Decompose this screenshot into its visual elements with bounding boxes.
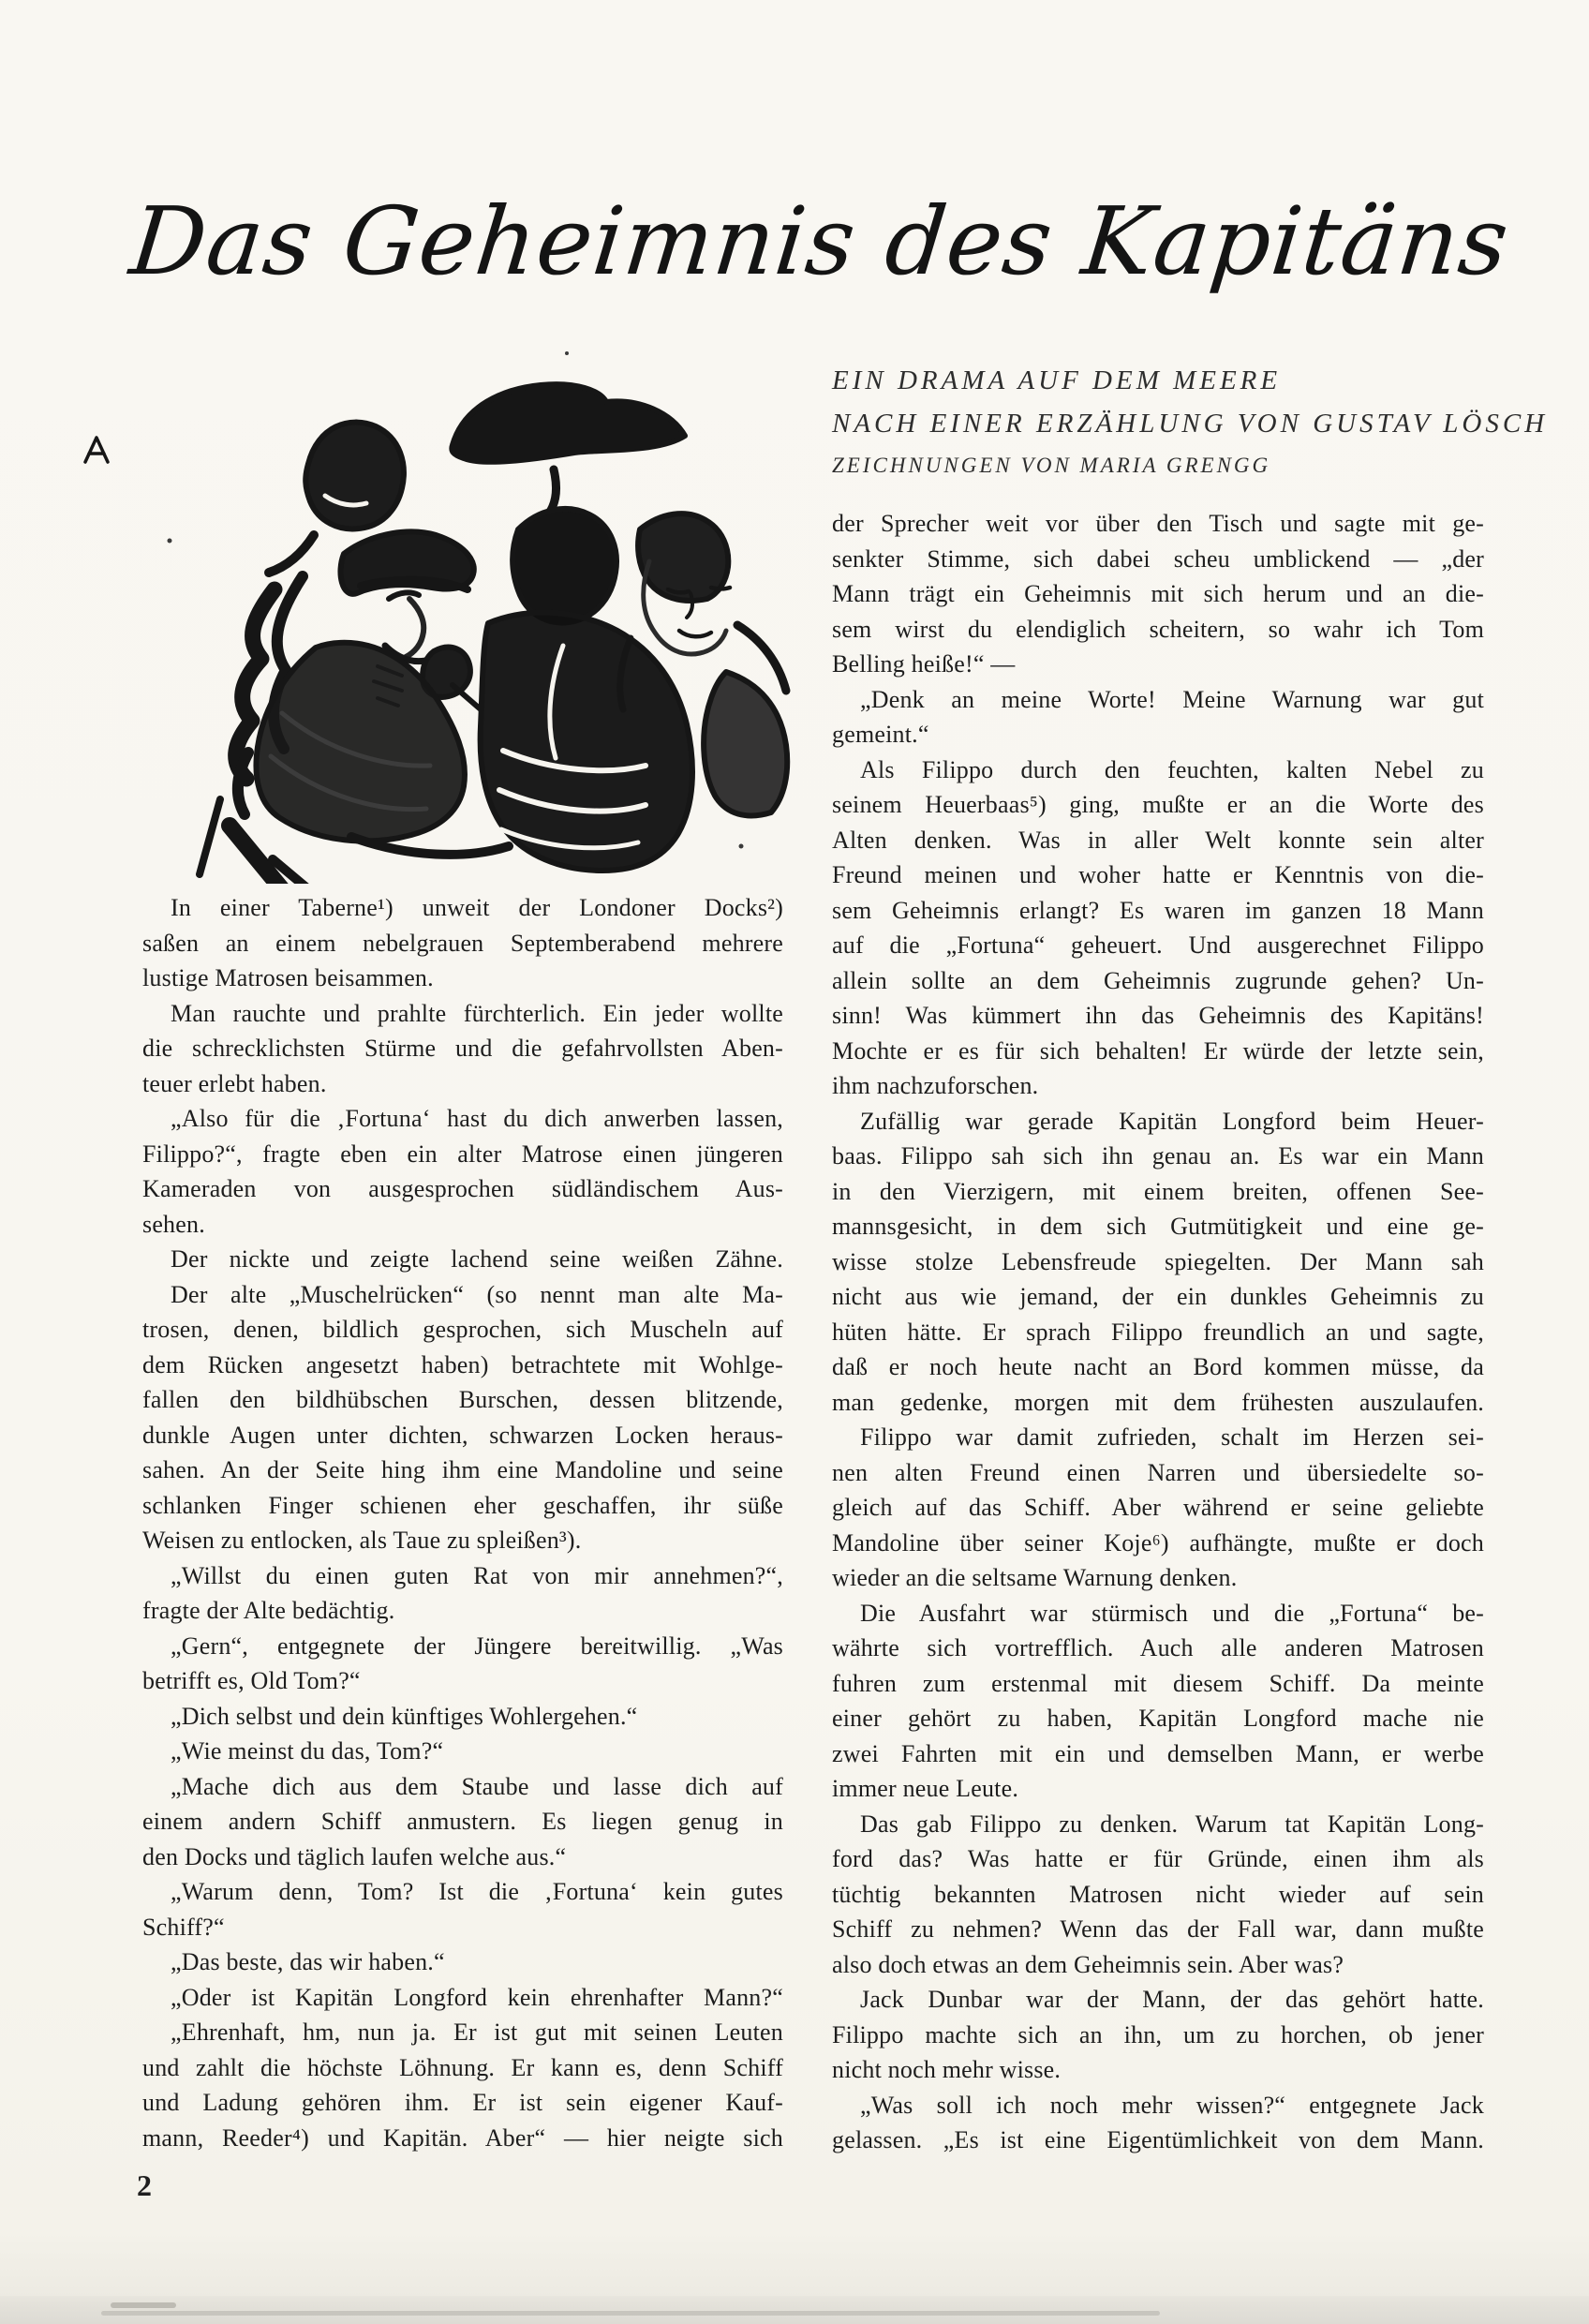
text-line: sinn! Was kümmert ihn das Geheimnis des Kapitäns!: [832, 1002, 1484, 1029]
text-line: Zufällig war gerade Kapitän Longford beim Heuer-: [860, 1107, 1484, 1135]
text-line: Der nickte und zeigte lachend seine weißen Zähne.: [171, 1245, 783, 1273]
text-line: Als Filippo durch den feuchten, kalten Nebel zu: [860, 755, 1484, 783]
text-line: nen alten Freund einen Narren und übersiedelte so-: [832, 1458, 1484, 1486]
text-line: Belling heiße!“ —: [832, 650, 1016, 678]
text-line: „Also für die ‚Fortuna‘ hast du dich anwerben lassen,: [171, 1105, 783, 1132]
text-line: also doch etwas an dem Geheimnis sein. Aber was?: [832, 1950, 1344, 1978]
text-line: tüchtig bekannten Matrosen nicht wieder auf sein: [832, 1880, 1484, 1908]
text-line: sem wirst du elendiglich scheitern, so wahr ich Tom: [832, 615, 1484, 643]
text-line: „Ehrenhaft, hm, nun ja. Er ist gut mit seinen Leuten: [171, 2019, 783, 2046]
tavern-sailors-illustration: [80, 312, 792, 884]
text-line: „Gern“, entgegnete der Jüngere bereitwillig. „Was: [171, 1631, 783, 1660]
text-column-right: [832, 506, 1484, 2158]
story-illustrator-credit: ZEICHNUNGEN VON MARIA GRENGG: [832, 454, 1271, 477]
text-line: auf die „Fortuna“ geheuert. Und ausgerechnet Filippo: [832, 931, 1484, 959]
text-line: gelassen. „Es ist eine Eigentümlichkeit von dem Mann.: [832, 2126, 1484, 2153]
text-line: Schiff?“: [142, 1913, 225, 1941]
text-column-left: [142, 890, 783, 2155]
text-line: der Sprecher weit vor über den Tisch und sagte mit ge-: [832, 510, 1484, 537]
text-line: mannsgesicht, in dem sich Gutmütigkeit und eine ge-: [832, 1213, 1484, 1240]
text-line: Kameraden von ausgesprochen südländischem Aus-: [142, 1175, 783, 1202]
text-line: saßen an einem nebelgrauen Septemberabend mehrere: [142, 929, 783, 957]
text-line: gemeint.“: [832, 721, 929, 748]
text-line: dunkle Augen unter dichten, schwarzen Locken heraus-: [142, 1421, 783, 1449]
scan-artifact: [101, 2311, 1160, 2316]
text-line: und Ladung gehören ihm. Er ist sein eigener Kauf-: [142, 2089, 783, 2116]
text-line: „Oder ist Kapitän Longford kein ehrenhafter Mann?“: [171, 1983, 783, 2011]
text-line: wieder an die seltsame Warnung denken.: [832, 1564, 1238, 1591]
text-line: Mandoline über seiner Koje⁶) aufhängte, mußte er doch: [832, 1528, 1484, 1557]
text-line: trosen, denen, bildlich gesprochen, sich Muscheln auf: [142, 1316, 783, 1343]
text-line: die schrecklichsten Stürme und die gefahrvollsten Aben-: [142, 1035, 783, 1062]
text-line: „Mache dich aus dem Staube und lasse dich auf: [171, 1772, 783, 1800]
text-line: „Willst du einen guten Rat von mir annehmen?“,: [171, 1561, 783, 1589]
text-line: einem andern Schiff anmustern. Es liegen genug in: [142, 1808, 783, 1835]
text-line: „Warum denn, Tom? Ist die ‚Fortuna‘ kein gutes: [171, 1878, 783, 1905]
text-line: „Denk an meine Worte! Meine Warnung war gut: [860, 685, 1484, 713]
text-line: immer neue Leute.: [832, 1775, 1019, 1802]
text-line: Der alte „Muschelrücken“ (so nennt man alte Ma-: [171, 1280, 783, 1308]
text-line: wisse stolze Lebensfreude spiegelten. Der Mann sah: [832, 1247, 1484, 1275]
story-subtitle: EIN DRAMA AUF DEM MEERE: [832, 365, 1282, 395]
text-line: lustige Matrosen beisammen.: [142, 964, 434, 991]
text-line: fragte der Alte bedächtig.: [142, 1597, 395, 1624]
text-line: betrifft es, Old Tom?“: [142, 1667, 361, 1694]
text-line: daß er noch heute nacht an Bord kommen müsse, da: [832, 1353, 1484, 1380]
text-line: und zahlt die höchste Löhnung. Er kann es, denn Schiff: [142, 2053, 783, 2081]
text-line: „Das beste, das wir haben.“: [171, 1948, 445, 1975]
text-line: Freund meinen und woher hatte er Kenntnis von die-: [832, 861, 1484, 888]
page-number: 2: [137, 2168, 152, 2202]
text-line: Filippo?“, fragte eben ein alter Matrose einen jüngeren: [142, 1140, 783, 1168]
text-line: sem Geheimnis erlangt? Es waren im ganzen 18 Mann: [832, 896, 1484, 924]
text-line: Man rauchte und prahlte fürchterlich. Ein jeder wollte: [171, 999, 783, 1027]
text-line: senkter Stimme, sich dabei scheu umblickend — „der: [832, 544, 1484, 573]
text-line: in den Vierzigern, mit einem breiten, offenen See-: [832, 1177, 1484, 1205]
text-line: währte sich vortrefflich. Auch alle anderen Matrosen: [832, 1634, 1484, 1661]
text-line: sehen.: [142, 1210, 205, 1238]
text-line: Die Ausfahrt war stürmisch und die „Fortuna“ be-: [860, 1599, 1484, 1627]
text-line: gleich auf das Schiff. Aber während er seine geliebte: [832, 1494, 1484, 1521]
text-line: „Wie meinst du das, Tom?“: [171, 1737, 444, 1765]
text-line: fuhren zum erstenmal mit diesem Schiff. Da meinte: [832, 1669, 1484, 1697]
text-line: In einer Taberne¹) unweit der Londoner Docks²): [171, 894, 783, 921]
text-line: teuer erlebt haben.: [142, 1069, 327, 1097]
scan-artifact: [111, 2302, 176, 2308]
text-line: „Dich selbst und dein künftiges Wohlergehen.“: [171, 1702, 638, 1730]
text-line: dem Rücken angesetzt haben) betrachtete mit Wohlge-: [142, 1350, 783, 1378]
text-line: fallen den bildhübschen Burschen, dessen blitzende,: [142, 1386, 783, 1413]
text-line: schlanken Finger schienen eher geschaffen, ihr süße: [142, 1491, 783, 1519]
story-author-credit: NACH EINER ERZÄHLUNG VON GUSTAV LÖSCH: [832, 409, 1549, 439]
text-line: den Docks und täglich laufen welche aus.“: [142, 1842, 567, 1870]
text-line: Mochte er es für sich behalten! Er würde der letzte sein,: [832, 1036, 1484, 1065]
hat-shape: [452, 384, 685, 462]
text-line: nicht aus wie jemand, der ein dunkles Geheimnis zu: [832, 1283, 1484, 1310]
text-line: nicht noch mehr wisse.: [832, 2056, 1062, 2083]
text-line: sahen. An der Seite hing ihm eine Mandoline und seine: [142, 1456, 783, 1483]
text-line: zwei Fahrten mit ein und demselben Mann, er werbe: [832, 1739, 1484, 1767]
text-line: baas. Filippo sah sich ihn genau an. Es war ein Mann: [832, 1142, 1484, 1169]
text-line: ihm nachzuforschen.: [832, 1072, 1039, 1099]
text-line: seinem Heuerbaas⁵) ging, mußte er an die Worte des: [832, 791, 1484, 818]
text-line: man gedenke, morgen mit dem frühesten auszulaufen.: [832, 1388, 1484, 1416]
page-title: Das Geheimnis des Kapitäns: [125, 186, 1515, 296]
text-line: mann, Reeder⁴) und Kapitän. Aber“ — hier neigte sich: [142, 2123, 783, 2152]
text-line: Schiff zu nehmen? Wenn das der Fall war, dann mußte: [832, 1915, 1484, 1943]
text-line: einer gehört zu haben, Kapitän Longford mache nie: [832, 1705, 1484, 1732]
text-line: Weisen zu entlocken, als Taue zu spleißen³).: [142, 1527, 582, 1554]
text-line: Filippo machte sich an ihn, um zu horchen, ob jener: [832, 2020, 1484, 2048]
text-line: Das gab Filippo zu denken. Warum tat Kapitän Long-: [860, 1810, 1484, 1838]
text-line: Jack Dunbar war der Mann, der das gehört hatte.: [860, 1986, 1484, 2013]
scan-bottom-edge: [0, 2296, 1589, 2324]
text-line: Alten denken. Was in aller Welt konnte sein alter: [832, 826, 1484, 854]
text-line: allein sollte an dem Geheimnis zugrunde gehen? Un-: [832, 966, 1484, 994]
text-line: ford das? Was hatte er für Gründe, einen ihm als: [832, 1845, 1484, 1872]
text-line: hüten hätte. Er sprach Filippo freundlich an und sagte,: [832, 1318, 1484, 1346]
text-line: „Was soll ich noch mehr wissen?“ entgegnete Jack: [860, 2091, 1484, 2119]
text-line: Filippo war damit zufrieden, schalt im Herzen sei-: [860, 1423, 1484, 1451]
text-line: Mann trägt ein Geheimnis mit sich herum und an die-: [832, 580, 1484, 607]
